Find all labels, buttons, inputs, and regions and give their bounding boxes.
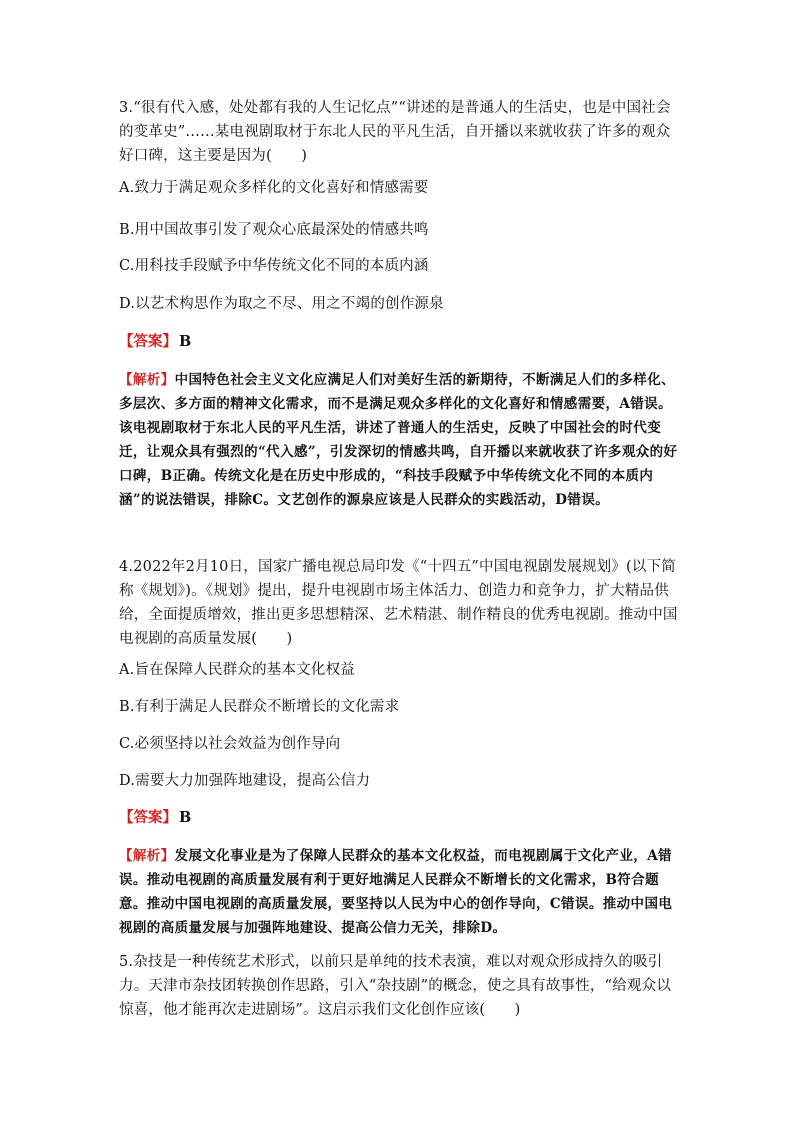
explanation [119, 844, 679, 940]
option-a: A.旨在保障人民群众的基本文化权益 [119, 662, 355, 678]
answer-value: B [179, 809, 192, 826]
explanation-text: 发展文化事业是为了保障人民群众的基本文化权益，而电视剧属于文化产业，A错误。推动电视剧的高质量发展有利于更好地满足人民群众不断增长的文化需求，B符合题意。推动中国电视剧的高质量发展，要坚持以人民为中心的创作导向，C错误。推动中国电视剧的高质量发展与加强阵地建设、提高公信力无关，排除D。 [119, 848, 673, 936]
option-d: D.以艺术构思作为取之不尽、用之不竭的创作源泉 [119, 296, 444, 312]
question-stem: 4.2022年2月10日，国家广播电视总局印发《“十四五”中国电视剧发展规划》(以下简称《规划》)。《规划》提出，提升电视剧市场主体活力、创造力和竞争力，扩大精品供给，全面提质增效，推出更多思想精深、艺术精湛、制作精良的优秀电视剧。推动中国电视剧的高质量发展( ) [119, 559, 678, 647]
answer-value: B [179, 333, 192, 350]
option-b: B.用中国故事引发了观众心底最深处的情感共鸣 [119, 222, 429, 238]
option-a: A.致力于满足观众多样化的文化喜好和情感需要 [119, 180, 429, 196]
question-stem: 5.杂技是一种传统艺术形式，以前只是单纯的技术表演，难以对观众形成持久的吸引力。天津市杂技团转换创作思路，引入“杂技剧”的概念，使之具有故事性，“给观众以惊喜，他才能再次走进剧场”。这启示我们文化创作应该( ) [119, 954, 672, 1018]
answer-line [119, 808, 191, 828]
explanation [119, 368, 679, 512]
answer-tag: 【答案】 [119, 809, 177, 826]
explanation-tag: 【解析】 [119, 848, 175, 864]
question-3 [119, 96, 679, 168]
question-5 [119, 950, 679, 1022]
question-stem: 3.“很有代入感，处处都有我的人生记忆点”“讲述的是普通人的生活史，也是中国社会的变革史”……某电视剧取材于东北人民的平凡生活，自开播以来就收获了许多的观众好口碑，这主要是因为( ) [119, 100, 671, 164]
question-4 [119, 555, 679, 651]
answer-tag: 【答案】 [119, 333, 177, 350]
explanation-tag: 【解析】 [119, 372, 175, 388]
explanation-text: 中国特色社会主义文化应满足人们对美好生活的新期待，不断满足人们的多样化、多层次、多方面的精神文化需求，而不是满足观众多样化的文化喜好和情感需要，A错误。该电视剧取材于东北人民的平凡生活，讲述了普通人的生活史，反映了中国社会的时代变迁，让观众具有强烈的“代入感”，引发深切的情感共鸣，自开播以来就收获了许多观众的好口碑，B正确。传统文化是在历史中形成的，“科技手段赋予中华传统文化不同的本质内涵”的说法错误，排除C。文艺创作的源泉应该是人民群众的实践活动，D错误。 [119, 372, 678, 508]
option-c: C.必须坚持以社会效益为创作导向 [119, 736, 341, 752]
answer-line [119, 332, 191, 352]
option-b: B.有利于满足人民群众不断增长的文化需求 [119, 699, 400, 715]
option-c: C.用科技手段赋予中华传统文化不同的本质内涵 [119, 258, 429, 274]
option-d: D.需要大力加强阵地建设，提高公信力 [119, 773, 371, 789]
